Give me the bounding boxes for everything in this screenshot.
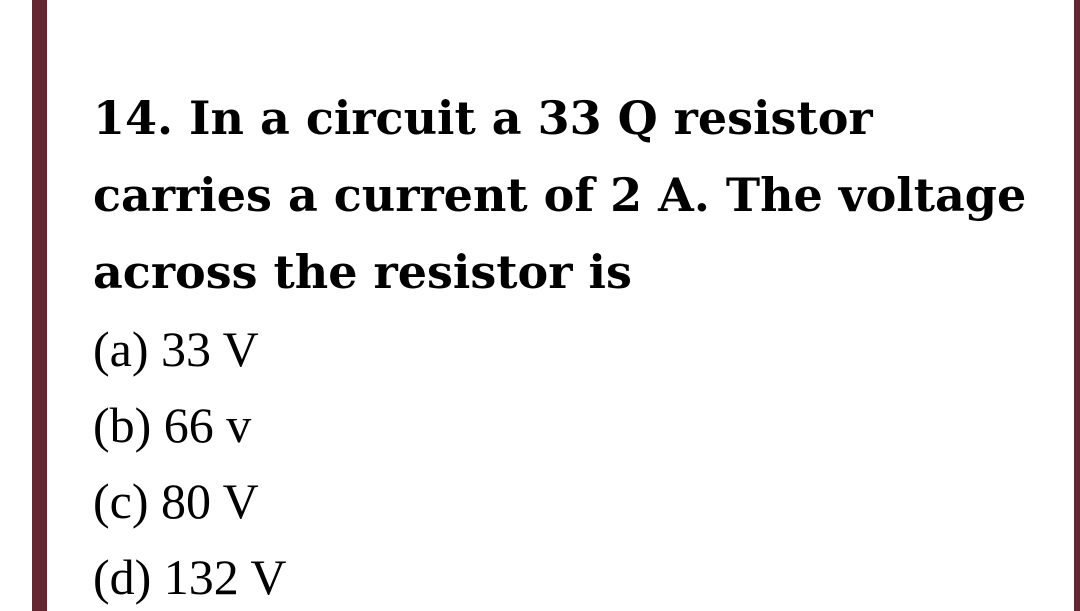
left-accent-bar	[32, 0, 47, 611]
question-card	[93, 80, 1053, 611]
option-b[interactable]: (b) 66 v	[93, 397, 252, 453]
question-text: 14. In a circuit a 33 Q resistor carries a current of 2 A. The voltage across the resistor is	[93, 91, 1027, 299]
right-accent-bar	[1074, 0, 1080, 611]
options-list	[93, 311, 1053, 611]
option-a[interactable]: (a) 33 V	[93, 321, 259, 377]
option-c[interactable]: (c) 80 V	[93, 473, 259, 529]
option-d[interactable]: (d) 132 V	[93, 549, 287, 605]
